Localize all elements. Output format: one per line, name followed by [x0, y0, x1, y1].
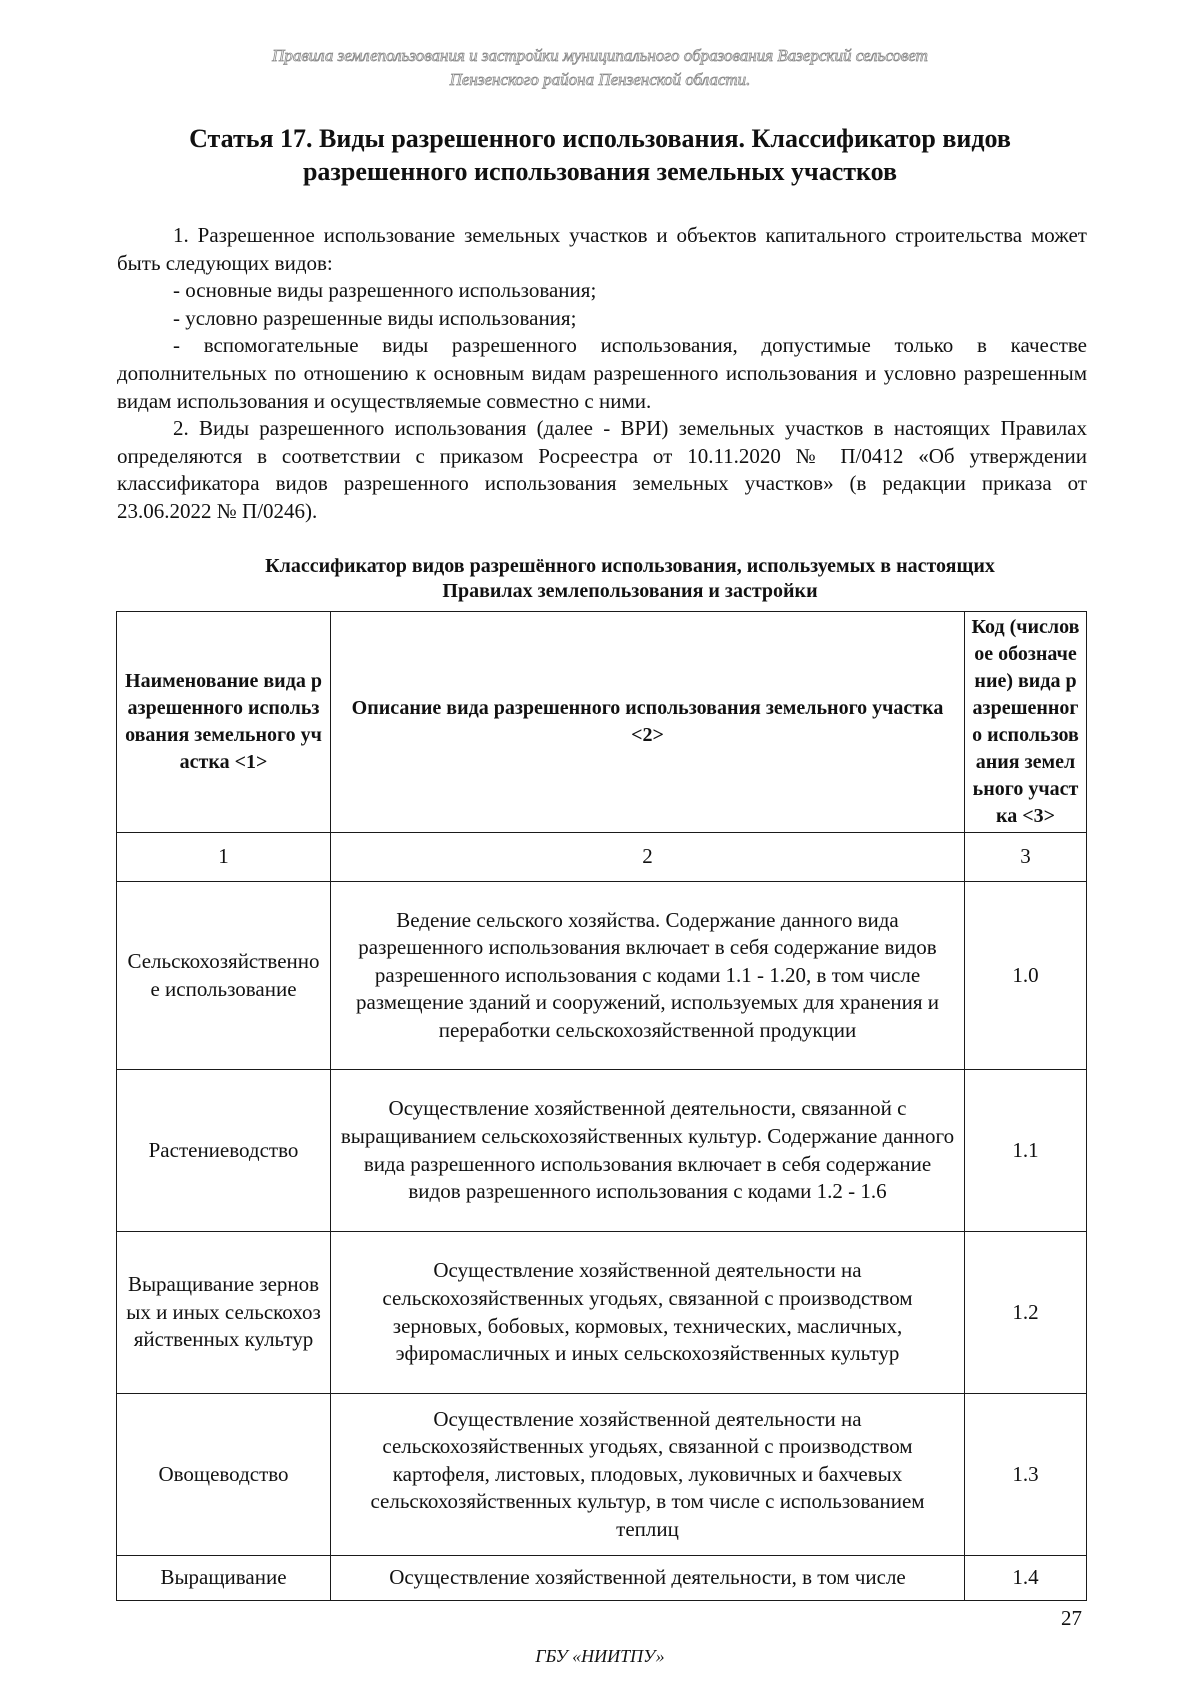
paragraph-2: - основные виды разрешенного использования; — [173, 278, 597, 303]
table-numbering-row — [117, 833, 1087, 882]
running-header-line-2: Пензенского района Пензенской области. — [449, 70, 751, 89]
row-description: Осуществление хозяйственной деятельности, в том числе — [331, 1556, 965, 1601]
row-description: Осуществление хозяйственной деятельности на сельскохозяйственных угодьях, связанной с производством зерновых, бобовых, кормовых, технических, масличных, эфиромасличных и иных сельскохозяйственных культур — [331, 1232, 965, 1394]
row-name: Выращивание зерновых и иных сельскохозяйственных культур — [117, 1232, 331, 1394]
row-description: Осуществление хозяйственной деятельности, связанной с выращиванием сельскохозяйственных культур. Содержание данного вида разрешенного использования включает в себя содержание видов разрешенного использования с кодами 1.2 - 1.6 — [331, 1070, 965, 1232]
row-code: 1.3 — [965, 1394, 1087, 1556]
table-caption-line-1: Классификатор видов разрешённого использования, используемых в настоящих — [265, 555, 995, 577]
row-name: Сельскохозяйственное использование — [117, 882, 331, 1070]
row-name: Овощеводство — [117, 1394, 331, 1556]
header-name: Наименование вида разрешенного использования земельного участка <1> — [117, 612, 331, 833]
table-row — [117, 1556, 1087, 1601]
table-caption — [170, 554, 1090, 604]
row-code: 1.1 — [965, 1070, 1087, 1232]
row-name: Выращивание — [117, 1556, 331, 1601]
paragraph-4: - вспомогательные виды разрешенного использования, допустимые только в качестве дополнительных по отношению к основным видам разрешенного использования и условно разрешенным видам использования и осуществляемые совместно с ними. — [117, 333, 1087, 413]
column-number-2: 2 — [331, 833, 965, 882]
article-title-line-1: Статья 17. Виды разрешенного использования. Классификатор видов — [189, 124, 1011, 153]
row-code: 1.2 — [965, 1232, 1087, 1394]
article-body — [117, 222, 1087, 526]
article-title — [120, 122, 1080, 188]
table-caption-line-2: Правилах землепользования и застройки — [442, 580, 818, 602]
row-code: 1.0 — [965, 882, 1087, 1070]
page-footer: ГБУ «НИИТПУ» — [535, 1646, 665, 1666]
paragraph-5: 2. Виды разрешенного использования (далее - ВРИ) земельных участков в настоящих Правилах определяются в соответствии с приказом Росреестра от 10.11.2020 № П/0412 «Об утверждении классификатора видов разрешенного использования земельных участков» (в редакции приказа от 23.06.2022 № П/0246). — [117, 416, 1087, 523]
running-header-line-1: Правила землепользования и застройки муниципального образования Вазерский сельсовет — [272, 46, 928, 65]
row-description: Осуществление хозяйственной деятельности на сельскохозяйственных угодьях, связанной с производством картофеля, листовых, плодовых, луковичных и бахчевых сельскохозяйственных культур, в том числе с использованием теплиц — [331, 1394, 965, 1556]
row-description: Ведение сельского хозяйства. Содержание данного вида разрешенного использования включает в себя содержание видов разрешенного использования с кодами 1.1 - 1.20, в том числе размещение зданий и сооружений, используемых для хранения и переработки сельскохозяйственной продукции — [331, 882, 965, 1070]
page-number: 27 — [1061, 1606, 1082, 1630]
column-number-3: 3 — [965, 833, 1087, 882]
row-code: 1.4 — [965, 1556, 1087, 1601]
table-row — [117, 1232, 1087, 1394]
header-code: Код (числовое обозначение) вида разрешенного использования земельного участка <3> — [965, 612, 1087, 833]
column-number-1: 1 — [117, 833, 331, 882]
table-row — [117, 1070, 1087, 1232]
paragraph-1: 1. Разрешенное использование земельных участков и объектов капитального строительства может быть следующих видов: — [117, 223, 1087, 275]
table-row — [117, 1394, 1087, 1556]
article-title-line-2: разрешенного использования земельных участков — [302, 157, 898, 186]
header-description: Описание вида разрешенного использования земельного участка <2> — [331, 612, 965, 833]
classifier-table — [116, 611, 1087, 1601]
table-header-row — [117, 612, 1087, 833]
row-name: Растениеводство — [117, 1070, 331, 1232]
paragraph-3: - условно разрешенные виды использования; — [173, 305, 577, 330]
running-header — [150, 44, 1050, 92]
table-row — [117, 882, 1087, 1070]
